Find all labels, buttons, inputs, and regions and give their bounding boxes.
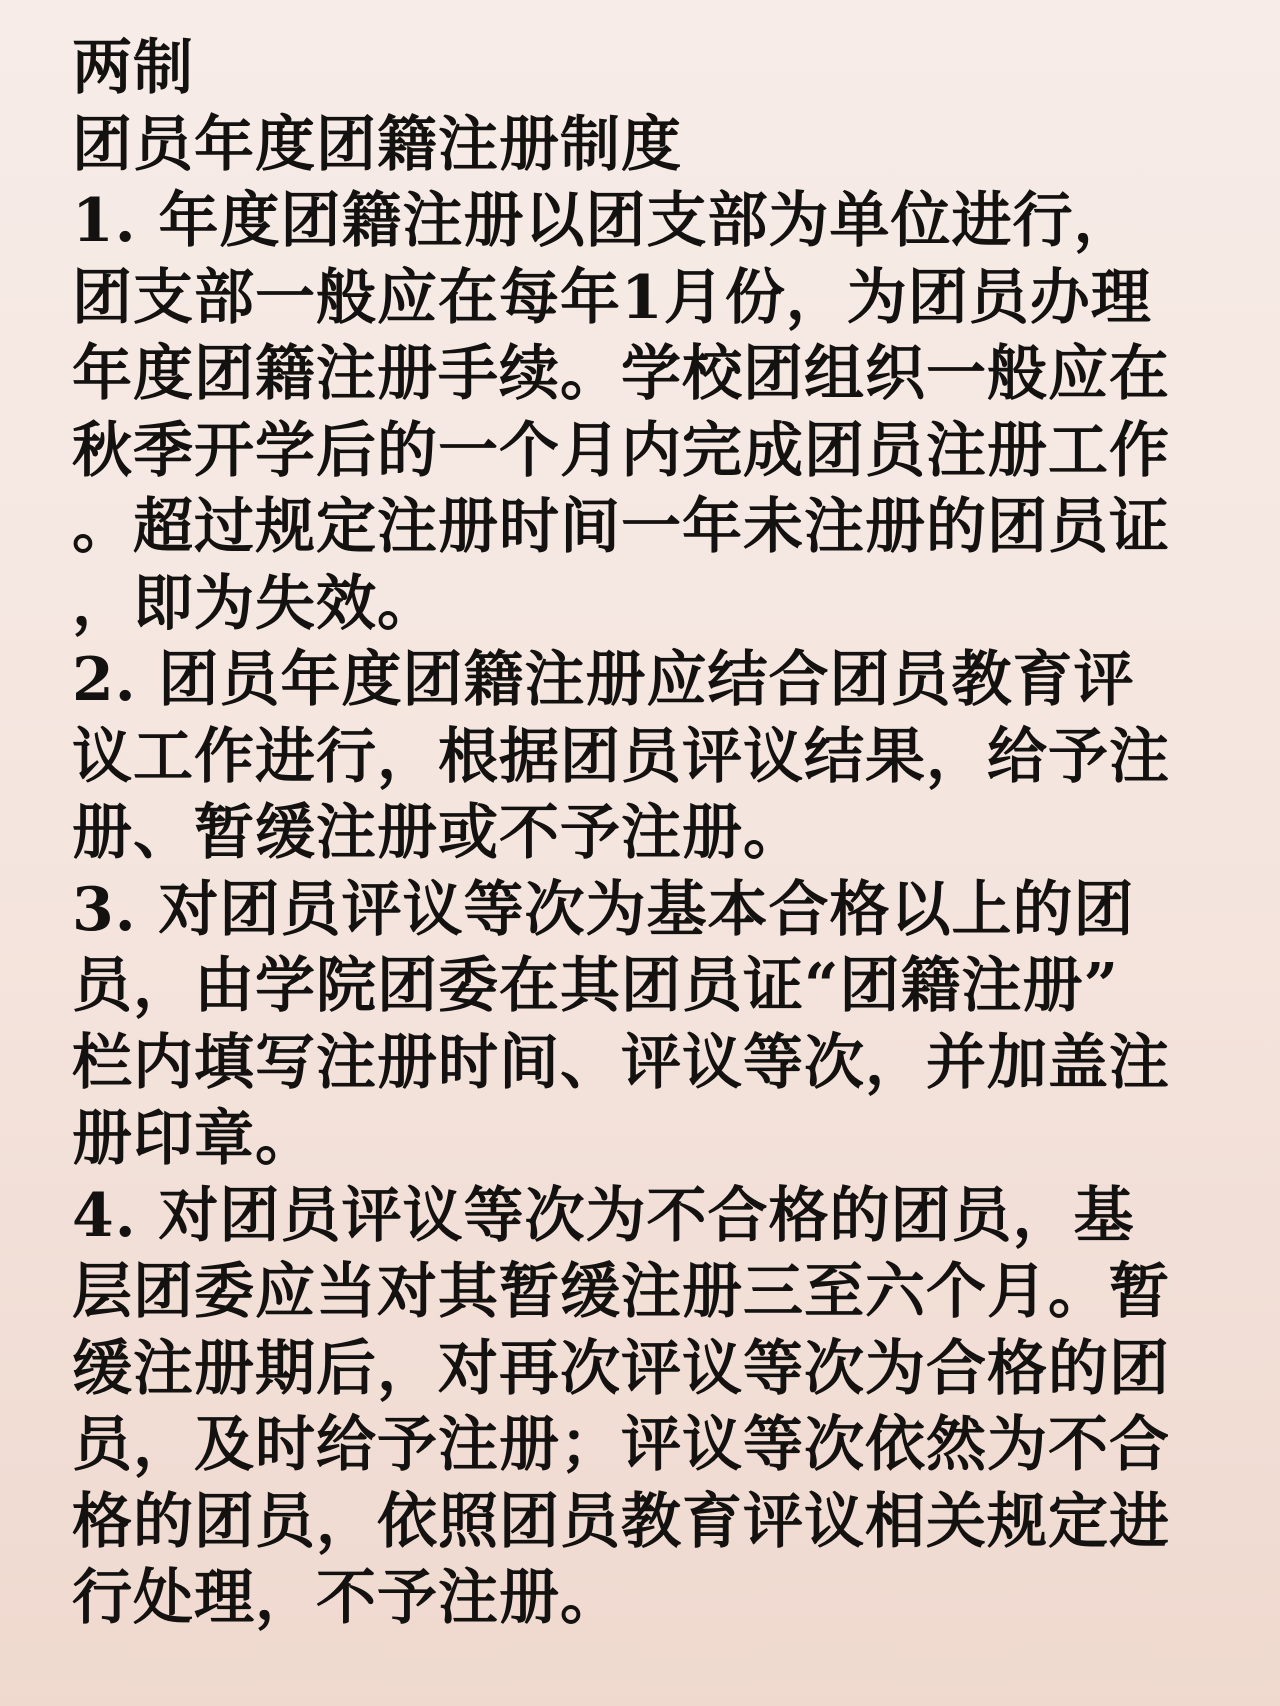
text-line: 1. 年度团籍注册以团支部为单位进行， — [72, 186, 1135, 256]
text-line: 层团委应当对其暂缓注册三至六个月。暂 — [72, 1257, 1170, 1327]
text-line: ，即为失效。 — [72, 568, 438, 639]
text-line: 行处理，不予注册。 — [72, 1563, 621, 1633]
text-line: 。超过规定注册时间一年未注册的团员证 — [72, 492, 1170, 562]
text-line: 册、暂缓注册或不予注册。 — [72, 798, 804, 868]
text-line: 缓注册期后，对再次评议等次为合格的团 — [72, 1333, 1170, 1404]
text-line: 4. 对团员评议等次为不合格的团员，基 — [72, 1180, 1135, 1251]
document-title: 团员年度团籍注册制度 — [72, 109, 682, 180]
text-line: 3. 对团员评议等次为基本合格以上的团 — [72, 874, 1135, 945]
document-header: 两制 — [72, 33, 194, 103]
text-line: 册印章。 — [72, 1104, 316, 1174]
text-line: 格的团员，依照团员教育评议相关规定进 — [72, 1486, 1170, 1557]
text-line: 团支部一般应在每年1月份，为团员办理 — [72, 262, 1152, 333]
text-line: 议工作进行，根据团员评议结果，给予注 — [72, 721, 1170, 792]
text-line: 员，由学院团委在其团员证“团籍注册” — [72, 951, 1120, 1021]
text-line: 员，及时给予注册；评议等次依然为不合 — [72, 1410, 1170, 1480]
text-line: 2. 团员年度团籍注册应结合团员教育评 — [72, 645, 1135, 715]
text-line: 年度团籍注册手续。学校团组织一般应在 — [72, 339, 1170, 409]
text-line: 栏内填写注册时间、评议等次，并加盖注 — [72, 1027, 1170, 1098]
text-line: 秋季开学后的一个月内完成团员注册工作 — [72, 415, 1170, 486]
